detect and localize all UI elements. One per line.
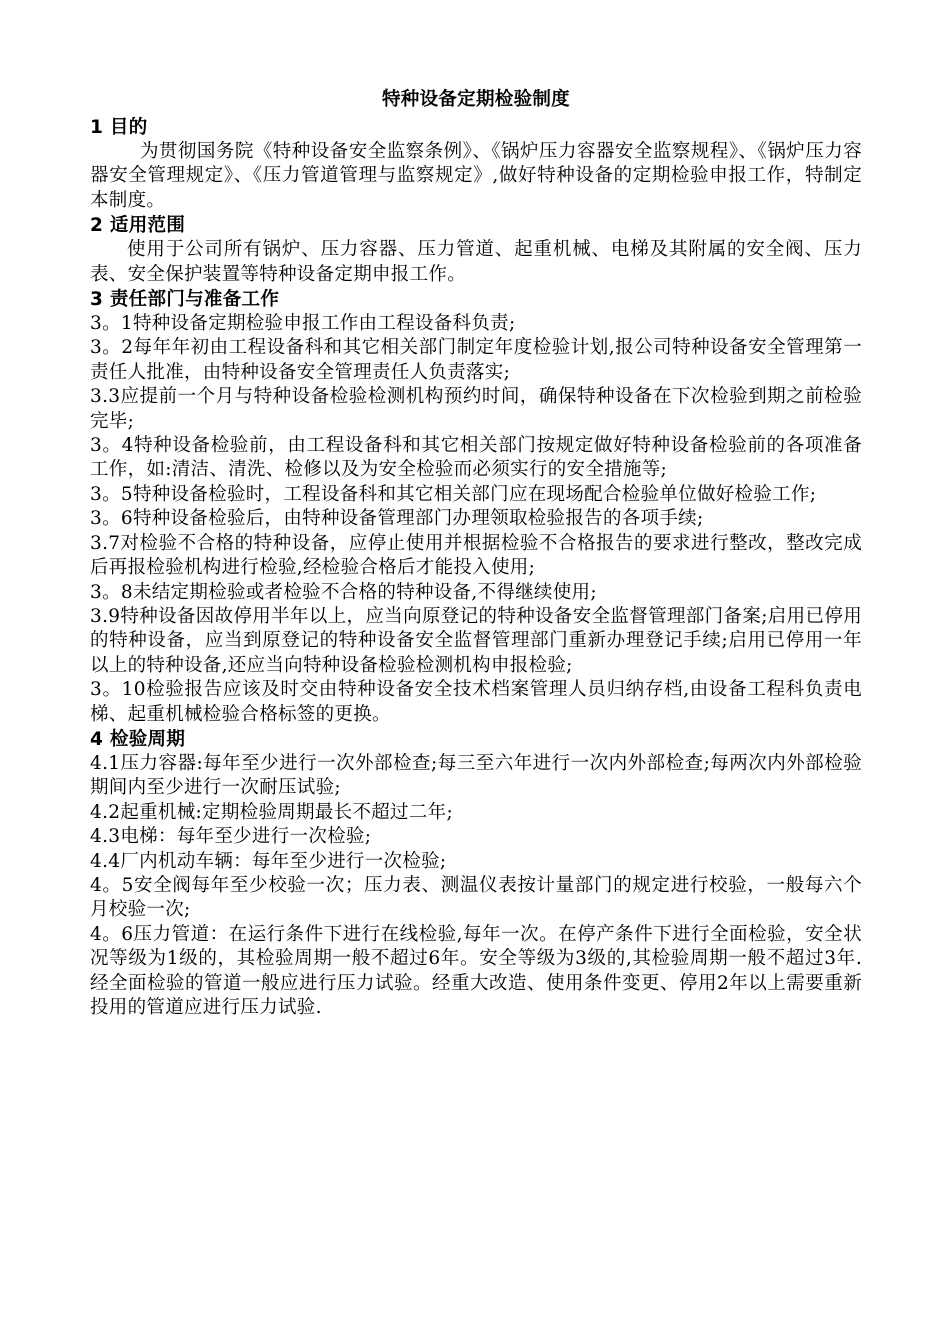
section-heading: 2 适用范围 [90,215,186,237]
document-title: 特种设备定期检验制度 [381,89,570,110]
section-inspection-cycle [90,727,862,1020]
section-heading: 4 检验周期 [90,728,186,750]
clause-4-3: 4.3电梯：每年至少进行一次检验; [90,826,372,848]
clause-4-6: 4。6压力管道：在运行条件下进行在线检验,每年一次。在停产条件下进行全面检验，安全状况等级为1级的，其检验周期一般不超过6年。安全等级为3级的,其检验周期一般不超过3年.经全面检验的管道一般应进行压力试验。经重大改造、使用条件变更、停用2年以上需要重新投用的管道应进行压力试验. [90,923,862,1018]
clause-3-3: 3.3应提前一个月与特种设备检验检测机构预约时间，确保特种设备在下次检验到期之前检验完毕; [90,386,862,432]
clause-3-4: 3。4特种设备检验前，由工程设备科和其它相关部门按规定做好特种设备检验前的各项准备工作，如:清洁、清洗、检修以及为安全检验而必须实行的安全措施等; [90,435,862,481]
clause-3-2: 3。2每年年初由工程设备科和其它相关部门制定年度检验计划,报公司特种设备安全管理第一责任人批准，由特种设备安全管理责任人负责落实; [90,337,862,383]
clause-4-4: 4.4厂内机动车辆：每年至少进行一次检验; [90,850,447,872]
clause-3-7: 3.7对检验不合格的特种设备，应停止使用并根据检验不合格报告的要求进行整改，整改完成后再报检验机构进行检验,经检验合格后才能投入使用; [90,532,862,579]
paragraph: 为贯彻国务院《特种设备安全监察条例》、《锅炉压力容器安全监察规程》、《锅炉压力容器安全管理规定》、《压力管道管理与监察规定》,做好特种设备的定期检验申报工作，特制定本制度。 [90,141,862,211]
clause-3-9: 3.9特种设备因故停用半年以上，应当向原登记的特种设备安全监督管理部门备案;启用已停用的特种设备，应当到原登记的特种设备安全监督管理部门重新办理登记手续;启用已停用一年以上的特种设备,还应当向特种设备检验检测机构申报检验; [90,605,862,676]
clause-3-6: 3。6特种设备检验后，由特种设备管理部门办理领取检验报告的各项手续; [90,508,704,530]
document-page [90,87,862,1020]
section-purpose [90,115,862,213]
clause-3-5: 3。5特种设备检验时，工程设备科和其它相关部门应在现场配合检验单位做好检验工作; [90,483,817,505]
section-heading: 1 目的 [90,117,148,138]
section-heading: 3 责任部门与准备工作 [90,289,280,311]
section-responsibility [90,287,862,727]
clause-4-2: 4.2起重机械:定期检验周期最长不超过二年; [90,801,453,823]
clause-3-1: 3。1特种设备定期检验申报工作由工程设备科负责; [90,313,516,335]
section-scope [90,213,862,287]
clause-4-5: 4。5安全阀每年至少校验一次；压力表、测温仪表按计量部门的规定进行校验，一般每六个月校验一次; [90,874,862,921]
clause-4-1: 4.1压力容器:每年至少进行一次外部检查;每三至六年进行一次内外部检查;每两次内外部检验期间内至少进行一次耐压试验; [90,752,862,799]
clause-3-8: 3。8未结定期检验或者检验不合格的特种设备,不得继续使用; [90,581,597,603]
clause-3-10: 3。10检验报告应该及时交由特种设备安全技术档案管理人员归纳存档,由设备工程科负责电梯、起重机械检验合格标签的更换。 [90,679,862,725]
paragraph: 使用于公司所有锅炉、压力容器、压力管道、起重机械、电梯及其附属的安全阀、压力表、安全保护装置等特种设备定期申报工作。 [90,239,862,285]
